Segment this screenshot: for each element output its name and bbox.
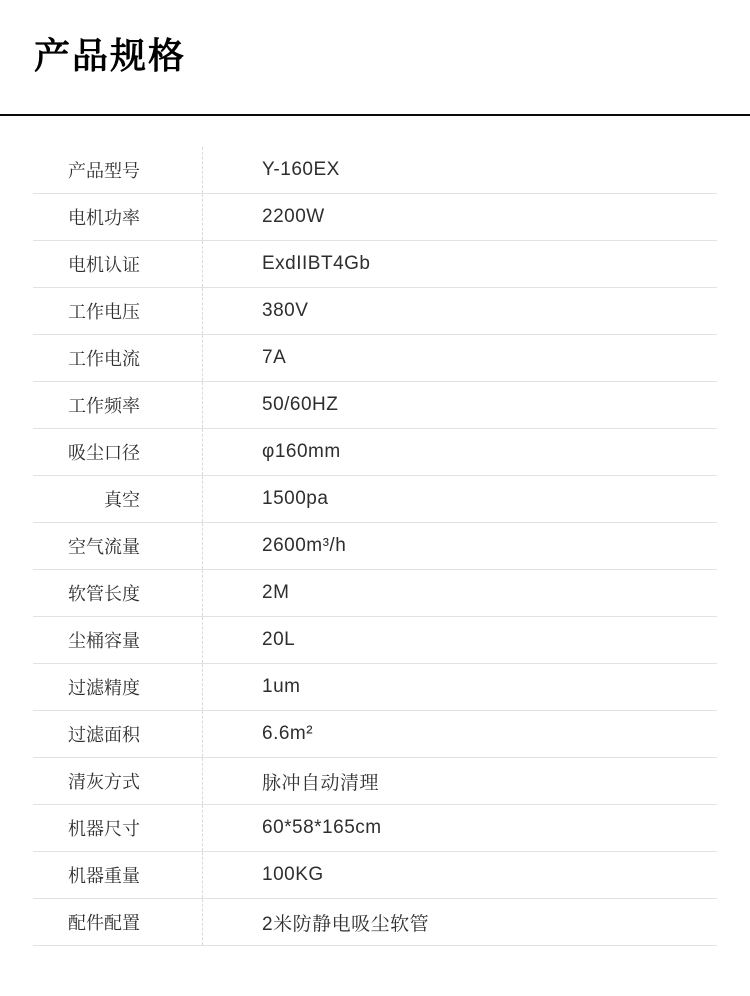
spec-row	[33, 382, 717, 429]
spec-row-label: 机器重量	[33, 852, 203, 898]
spec-row	[33, 335, 717, 382]
spec-row	[33, 241, 717, 288]
spec-row	[33, 147, 717, 194]
spec-row-value: 60*58*165cm	[262, 817, 382, 838]
spec-row-value: 20L	[262, 629, 296, 650]
spec-row-label: 配件配置	[33, 899, 203, 945]
spec-row	[33, 899, 717, 946]
spec-row-label: 工作电流	[33, 335, 203, 381]
spec-row-value: 100KG	[262, 864, 324, 885]
spec-row-value: 380V	[262, 300, 309, 321]
spec-row	[33, 805, 717, 852]
spec-row-label: 过滤精度	[33, 664, 203, 710]
spec-row-label: 电机功率	[33, 194, 203, 240]
spec-row-value: φ160mm	[262, 441, 341, 462]
spec-row-label: 电机认证	[33, 241, 203, 287]
spec-row	[33, 476, 717, 523]
spec-row	[33, 617, 717, 664]
spec-row-label: 工作电压	[33, 288, 203, 334]
spec-row-label: 尘桶容量	[33, 617, 203, 663]
spec-row	[33, 523, 717, 570]
spec-row	[33, 288, 717, 335]
spec-row	[33, 194, 717, 241]
spec-row-label: 清灰方式	[33, 758, 203, 804]
spec-table	[33, 147, 717, 946]
spec-row	[33, 429, 717, 476]
spec-row-value: 50/60HZ	[262, 394, 339, 415]
spec-row	[33, 758, 717, 805]
spec-row-value: 2米防静电吸尘软管	[262, 913, 430, 935]
page-title: 产品规格	[34, 35, 187, 76]
spec-row	[33, 852, 717, 899]
spec-row	[33, 664, 717, 711]
title-divider	[0, 114, 750, 116]
spec-row-label: 吸尘口径	[33, 429, 203, 475]
spec-row-label: 产品型号	[33, 147, 203, 193]
spec-row	[33, 711, 717, 758]
spec-row-label: 工作频率	[33, 382, 203, 428]
spec-row-value: 1500pa	[262, 488, 329, 509]
spec-row-value: 7A	[262, 347, 287, 368]
spec-row-value: 6.6m²	[262, 723, 314, 744]
spec-row-value: 2600m³/h	[262, 535, 347, 556]
spec-row-label: 真空	[33, 476, 203, 522]
spec-row-value: Y-160EX	[262, 159, 340, 180]
spec-row-value: 脉冲自动清理	[262, 772, 380, 794]
spec-row-label: 空气流量	[33, 523, 203, 569]
spec-sheet	[0, 35, 750, 946]
spec-row-label: 软管长度	[33, 570, 203, 616]
spec-row-value: ExdIIBT4Gb	[262, 253, 371, 274]
spec-row-value: 2200W	[262, 206, 325, 227]
spec-row-value: 2M	[262, 582, 290, 603]
spec-row-value: 1um	[262, 676, 301, 697]
spec-row-label: 过滤面积	[33, 711, 203, 757]
spec-row-label: 机器尺寸	[33, 805, 203, 851]
spec-row	[33, 570, 717, 617]
